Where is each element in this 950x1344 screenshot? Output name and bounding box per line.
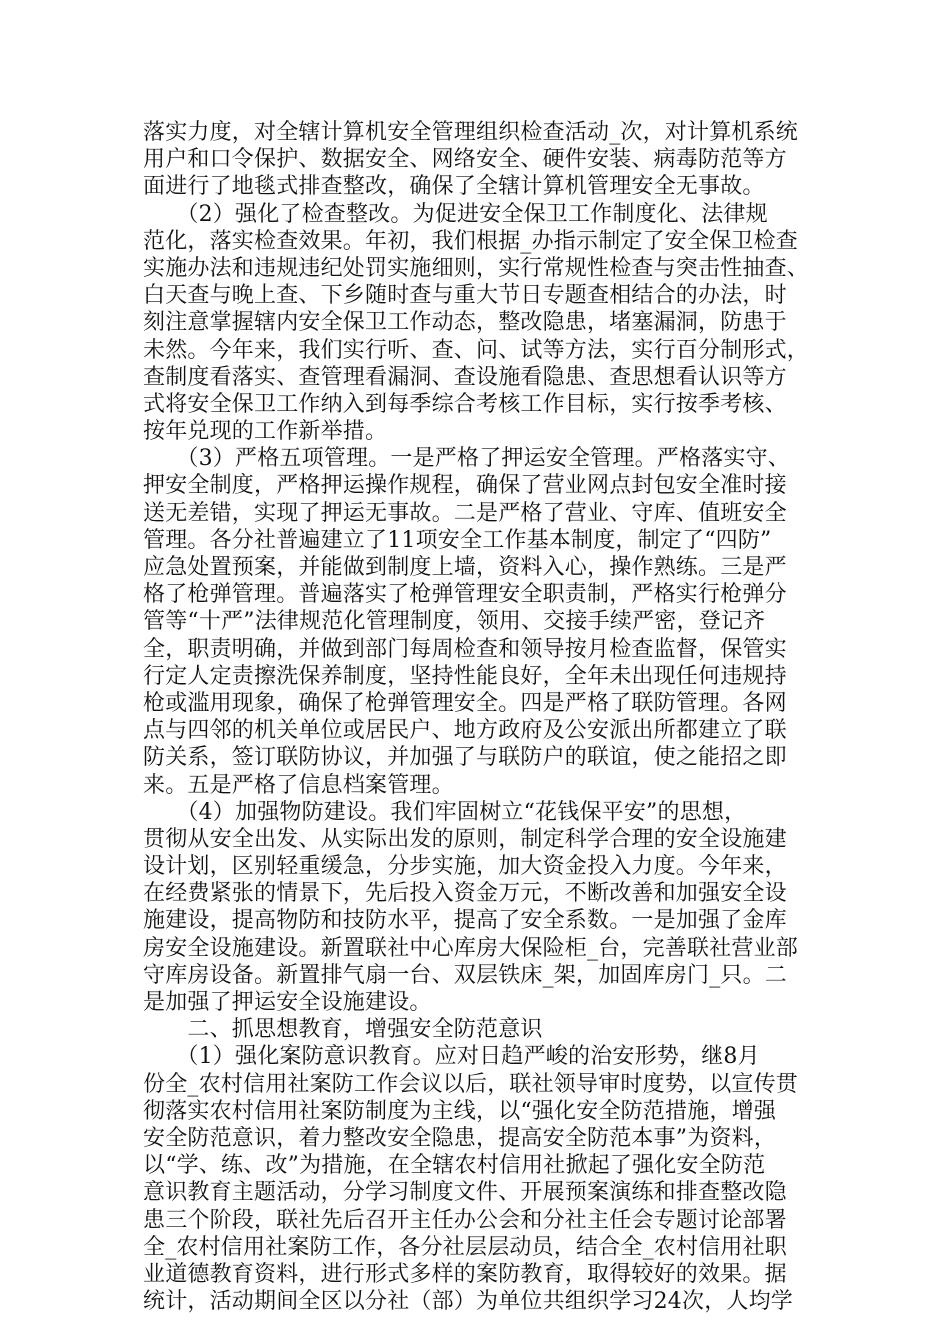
- text-line: （2）强化了检查整改。为促进安全保卫工作制度化、法律规: [143, 201, 768, 227]
- text-line: 贯彻从安全出发、从实际出发的原则，制定科学合理的安全设施建: [143, 826, 787, 852]
- text-line: 防关系，签订联防协议，并加强了与联防户的联谊，使之能招之即: [143, 745, 787, 771]
- text-line: 点与四邻的机关单位或居民户、地方政府及公安派出所都建立了联: [143, 718, 787, 744]
- text-line: 全，职责明确，并做到部门每周检查和领导按月检查监督，保管实: [143, 636, 787, 662]
- text-line: 患三个阶段，联社先后召开主任办公会和分社主任会专题讨论部署: [143, 1207, 787, 1233]
- text-line: 格了枪弹管理。普遍落实了枪弹管理安全职责制，严格实行枪弹分: [143, 582, 787, 608]
- text-line: 是加强了押运安全设施建设。: [143, 990, 432, 1015]
- text-line: 意识教育主题活动，分学习制度文件、开展预案演练和排查整改隐: [143, 1180, 787, 1206]
- text-line: 按年兑现的工作新举措。: [143, 419, 388, 445]
- text-line: 查制度看落实、查管理看漏洞、查设施看隐患、查思想看认识等方: [143, 364, 787, 390]
- text-line: 设计划，区别轻重缓急，分步实施，加大资金投入力度。今年来，: [143, 854, 787, 880]
- text-line: 在经费紧张的情景下，先后投入资金万元，不断改善和加强安全设: [143, 881, 787, 907]
- text-line: 房安全设施建设。新置联社中心库房大保险柜_台，完善联社营业部: [143, 935, 799, 961]
- text-line: 份全_农村信用社案防工作会议以后，联社领导审时度势，以宣传贯: [143, 1071, 799, 1097]
- text-line: 刻注意掌握辖内安全保卫工作动态，整改隐患，堵塞漏洞，防患于: [143, 310, 787, 336]
- text-line: 用户和口令保护、数据安全、网络安全、硬件安装、病毒防范等方: [143, 147, 787, 173]
- text-line: 未然。今年来，我们实行听、查、问、试等方法，实行百分制形式，: [143, 337, 810, 363]
- text-line: 范化，落实检查效果。年初，我们根据_办指示制定了安全保卫检查: [143, 228, 799, 254]
- text-line: 业道德教育资料，进行形式多样的案防教育，取得较好的效果。据: [143, 1261, 787, 1287]
- text-line: 管理。各分社普遍建立了11项安全工作基本制度，制定了“四防”: [143, 527, 772, 553]
- text-line: 行定人定责擦洗保养制度，坚持性能良好，全年未出现任何违规持: [143, 663, 787, 689]
- text-line: 枪或滥用现象，确保了枪弹管理安全。四是严格了联防管理。各网: [143, 690, 787, 716]
- text-line: （3）严格五项管理。一是严格了押运安全管理。严格落实守、: [143, 446, 790, 472]
- text-line: （4）加强物防建设。我们牢固树立“花钱保平安”的思想，: [143, 799, 747, 825]
- text-line: 二、抓思想教育，增强安全防范意识: [143, 1017, 543, 1043]
- text-line: 以“学、练、改”为措施，在全辖农村信用社掀起了强化安全防范: [143, 1153, 766, 1179]
- text-line: （1）强化案防意识教育。应对日趋严峻的治安形势，继8月: [143, 1044, 760, 1070]
- text-line: 施建设，提高物防和技防水平，提高了安全系数。一是加强了金库: [143, 908, 787, 934]
- text-line: 安全防范意识，着力整改安全隐患，提高安全防范本事”为资料，: [143, 1125, 777, 1151]
- text-line: 全_农村信用社案防工作，各分社层层动员，结合全_农村信用社职: [143, 1234, 788, 1260]
- text-line: 管等“十严”法律规范化管理制度，领用、交接手续严密，登记齐: [143, 609, 766, 635]
- text-line: 式将安全保卫工作纳入到每季综合考核工作目标，实行按季考核、: [143, 391, 787, 417]
- text-line: 落实力度，对全辖计算机安全管理组织检查活动_次，对计算机系统: [143, 120, 799, 145]
- text-line: 面进行了地毯式排查整改，确保了全辖计算机管理安全无事故。: [143, 174, 765, 200]
- text-line: 应急处置预案，并能做到制度上墙，资料入心，操作熟练。三是严: [143, 555, 787, 580]
- text-line: 彻落实农村信用社案防制度为主线，以“强化安全防范措施，增强: [143, 1098, 777, 1124]
- text-line: 送无差错，实现了押运无事故。二是严格了营业、守库、值班安全: [143, 500, 787, 526]
- text-line: 守库房设备。新置排气扇一台、双层铁床_架，加固库房门_只。二: [143, 962, 788, 988]
- text-line: 押安全制度，严格押运操作规程，确保了营业网点封包安全准时接: [143, 473, 787, 499]
- text-line: 实施办法和违规违纪处罚实施细则，实行常规性检查与突击性抽查、: [143, 255, 810, 281]
- text-line: 白天查与晚上查、下乡随时查与重大节日专题查相结合的办法，时: [143, 283, 787, 309]
- text-line: 统计，活动期间全区以分社（部）为单位共组织学习24次，人均学: [143, 1289, 793, 1315]
- document-body: [143, 119, 813, 1315]
- text-line: 来。五是严格了信息档案管理。: [143, 772, 454, 798]
